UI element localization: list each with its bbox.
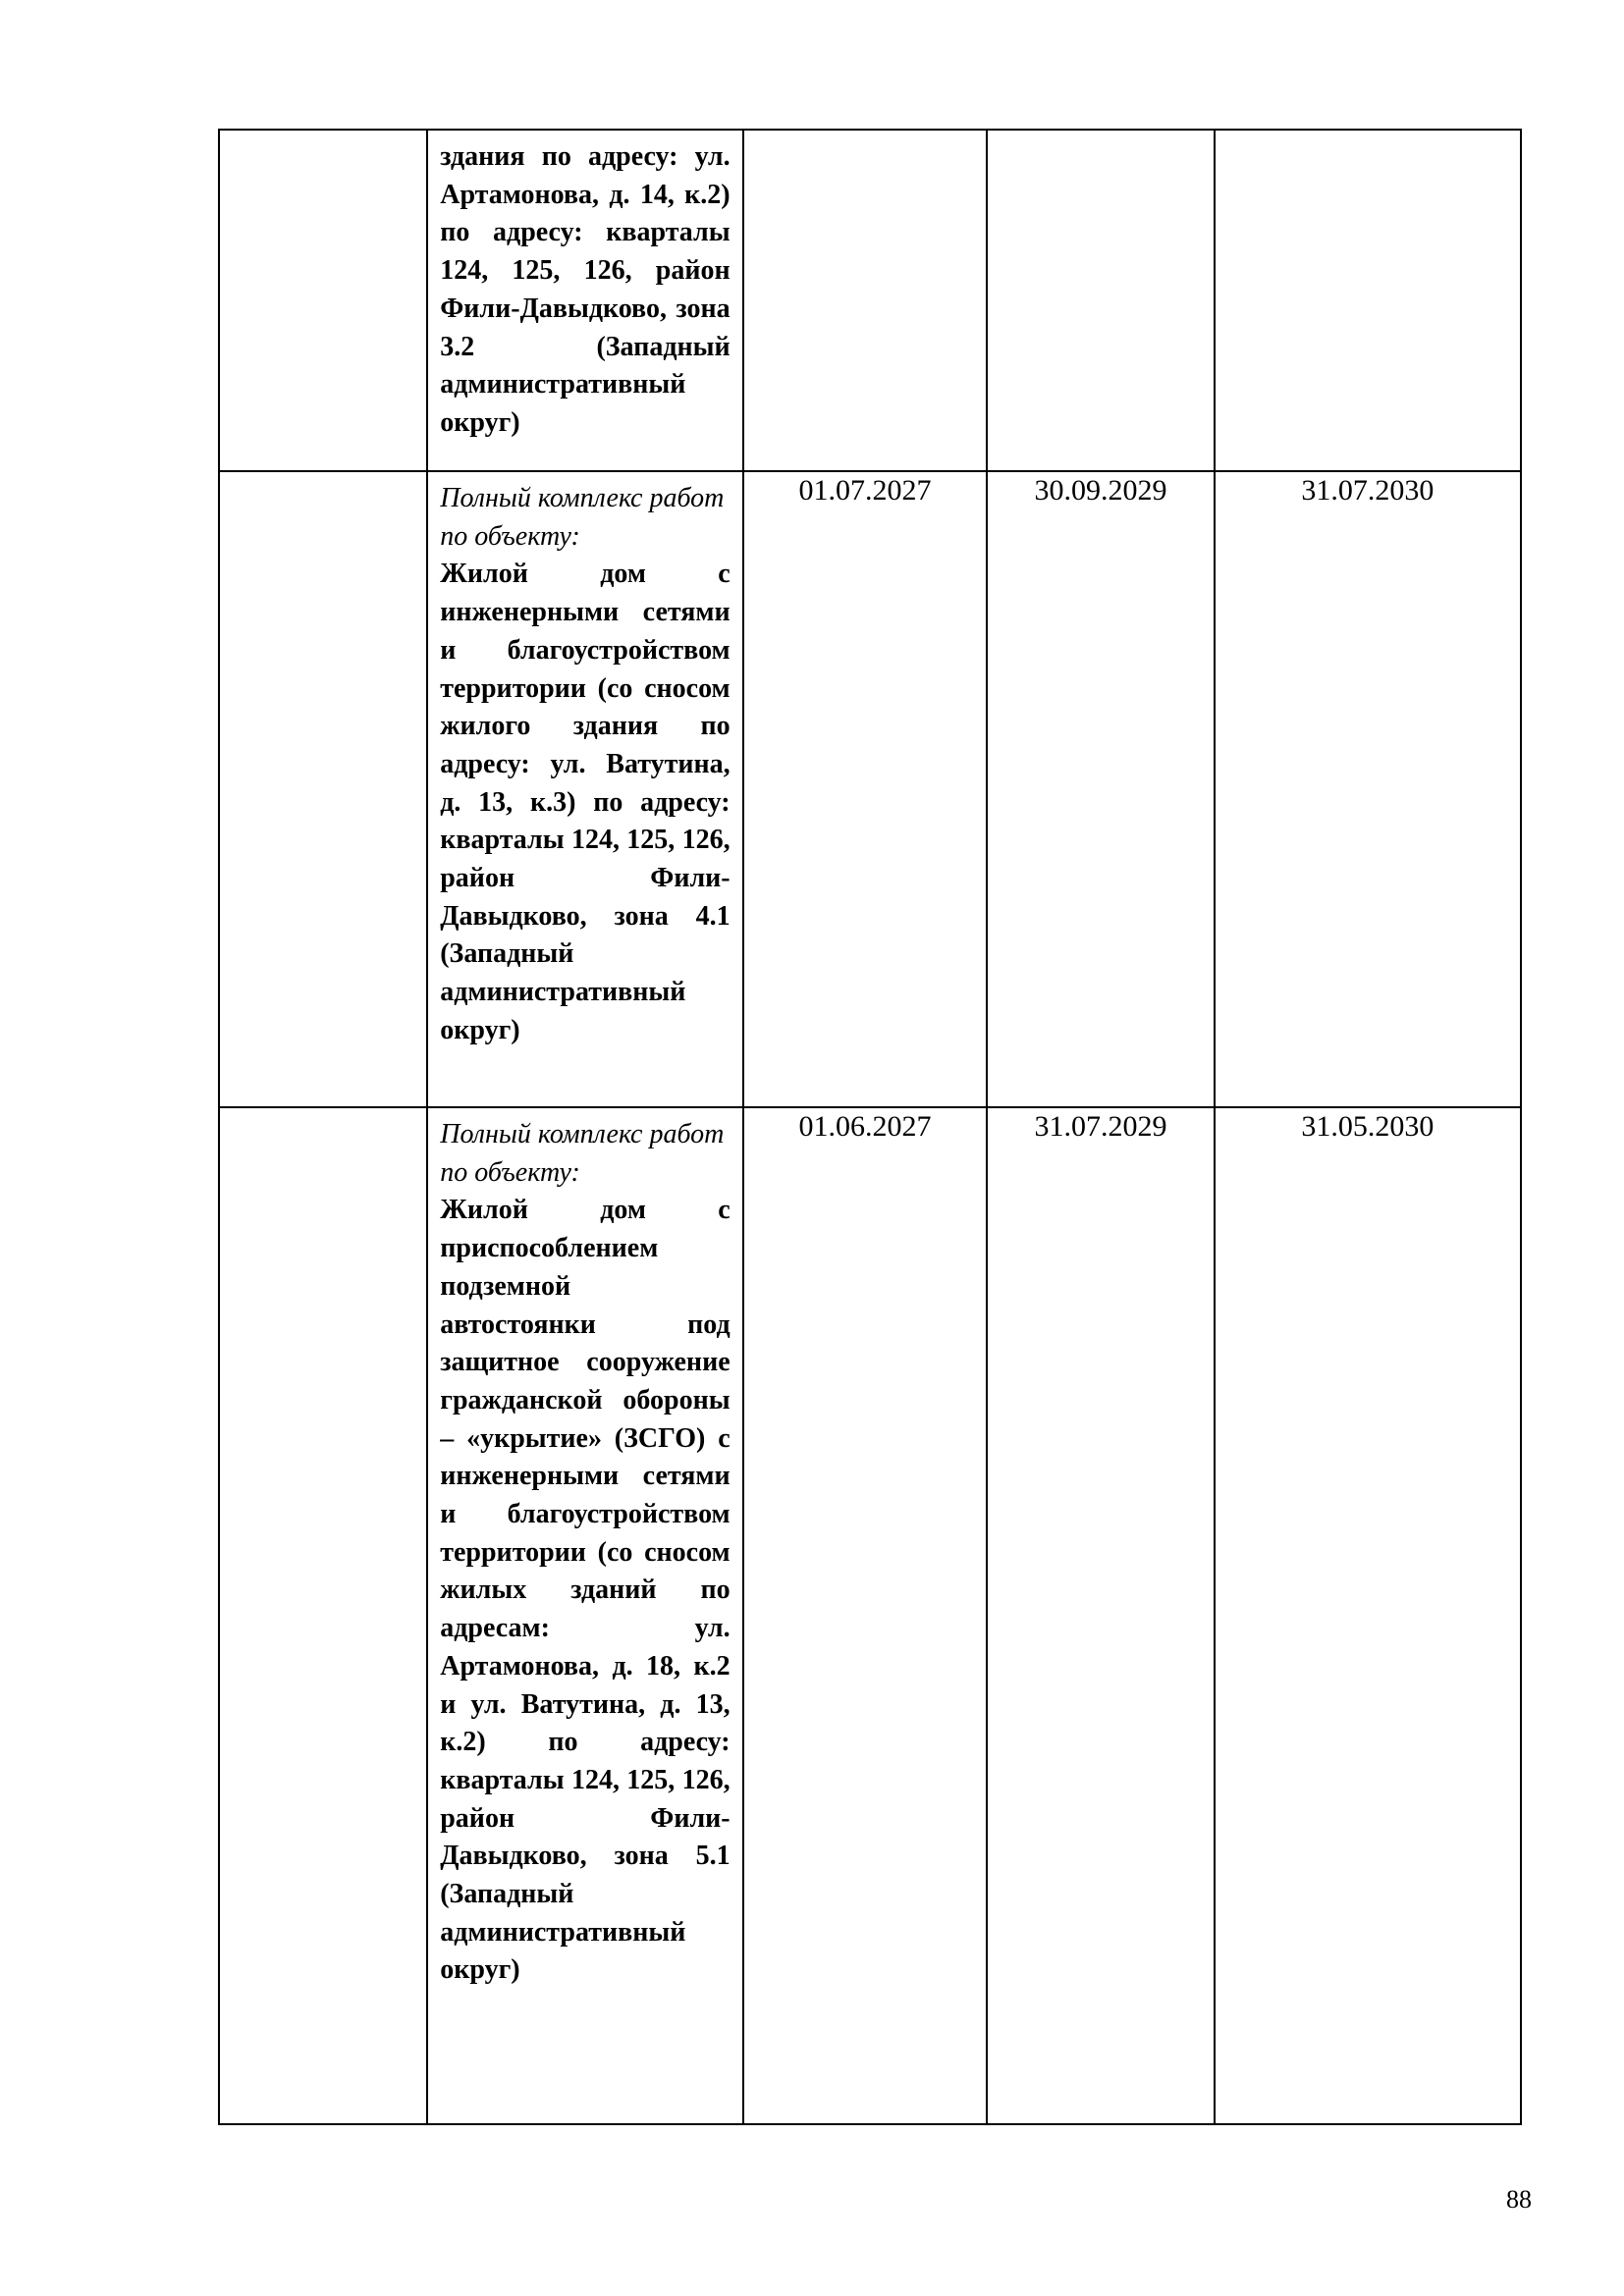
- completion-date-cell: 31.07.2029: [987, 1107, 1214, 2124]
- row-number-cell: [219, 1107, 427, 2124]
- schedule-table: [218, 129, 1522, 2125]
- completion-date-cell: 30.09.2029: [987, 471, 1214, 1107]
- table-row: [219, 471, 1521, 1107]
- table-row: [219, 1107, 1521, 2124]
- start-date-cell: 01.06.2027: [743, 1107, 988, 2124]
- page-number: 88: [1506, 2185, 1532, 2214]
- object-description-cell: [427, 1107, 742, 2124]
- row-number-cell: [219, 130, 427, 471]
- row-number-cell: [219, 471, 427, 1107]
- object-description: Жилой дом с приспособлением подземной автостоянки под защитное сооружение гражданской обороны – «укрытие» (ЗСГО) с инженерными сетями и благоустройством территории (со сносом жилых зданий по адресам: ул. Артамонова, д. 18, к.2 и ул. Ватутина, д. 13, к.2) по адресу: кварталы 124, 125, 126, район Фили-Давыдково, зона 5.1 (Западный административный округ): [440, 1195, 731, 1986]
- object-description-cell: [427, 130, 742, 471]
- work-scope-label: Полный комплекс работ по объекту:: [440, 1119, 725, 1188]
- object-description-cell: [427, 471, 742, 1107]
- object-description: здания по адресу: ул. Артамонова, д. 14, к.2) по адресу: кварталы 124, 125, 126, район Фили-Давыдково, зона 3.2 (Западный административный округ): [440, 141, 731, 438]
- completion-date-cell: [987, 130, 1214, 471]
- commissioning-date-cell: 31.07.2030: [1215, 471, 1521, 1107]
- start-date-cell: [743, 130, 988, 471]
- table-row: [219, 130, 1521, 471]
- work-scope-label: Полный комплекс работ по объекту:: [440, 483, 725, 552]
- start-date-cell: 01.07.2027: [743, 471, 988, 1107]
- object-description: Жилой дом с инженерными сетями и благоустройством территории (со сносом жилого здания по адресу: ул. Ватутина, д. 13, к.3) по адресу: кварталы 124, 125, 126, район Фили-Давыдково, зона 4.1 (Западный административный округ): [440, 559, 731, 1045]
- commissioning-date-cell: [1215, 130, 1521, 471]
- commissioning-date-cell: 31.05.2030: [1215, 1107, 1521, 2124]
